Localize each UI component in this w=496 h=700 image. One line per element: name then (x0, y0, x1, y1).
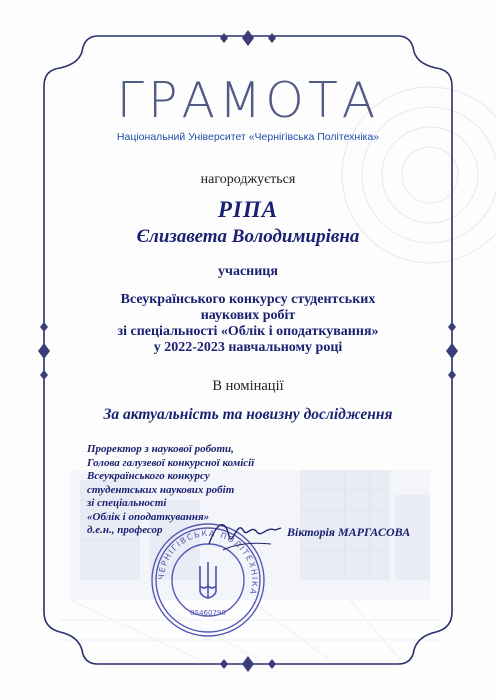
trident-icon (200, 562, 216, 598)
nomination-title: За актуальність та новизну дослідження (103, 406, 393, 423)
handwritten-signature (205, 510, 285, 555)
signatory-line: Проректор з наукової роботи, (87, 443, 234, 455)
certificate-title: ГРАМОТА (116, 72, 380, 129)
signatory-line: Голова галузевої конкурсної комісії (87, 456, 255, 469)
contest-line: у 2022-2023 навчальному році (153, 340, 343, 355)
seal-text: ЧЕРНІГІВСЬКА ПОЛІТЕХНІКА (156, 528, 260, 597)
top-diamonds (220, 30, 276, 46)
contest-description (0, 292, 496, 356)
signatory-line: студентських наукових робіт (87, 483, 235, 496)
recipient-surname: РІПА (217, 197, 279, 222)
university-name: Національний Університет «Чернігівська Політехніка» (116, 131, 380, 143)
signatory-line: зі спеціальності (87, 497, 167, 509)
signatory-name: Вікторія МАРГАСОВА (287, 525, 411, 539)
nomination-label: В номінації (212, 378, 284, 394)
signatory-line: д.е.н., професор (87, 524, 163, 536)
signatory-line: Всеукраїнського конкурсу (87, 470, 210, 482)
contest-line: наукових робіт (200, 308, 296, 323)
awarded-text: нагороджується (200, 172, 296, 187)
signatory-line: «Облік і оподаткування» (87, 510, 210, 523)
recipient-name: Єлизавета Володимирівна (136, 226, 360, 247)
contest-line: Всеукраїнського конкурсу студентських (120, 292, 376, 307)
seal-code: 05460798 (190, 609, 226, 617)
recipient-role: учасниця (218, 264, 278, 279)
contest-line: зі спеціальності «Облік і оподаткування» (117, 324, 379, 339)
